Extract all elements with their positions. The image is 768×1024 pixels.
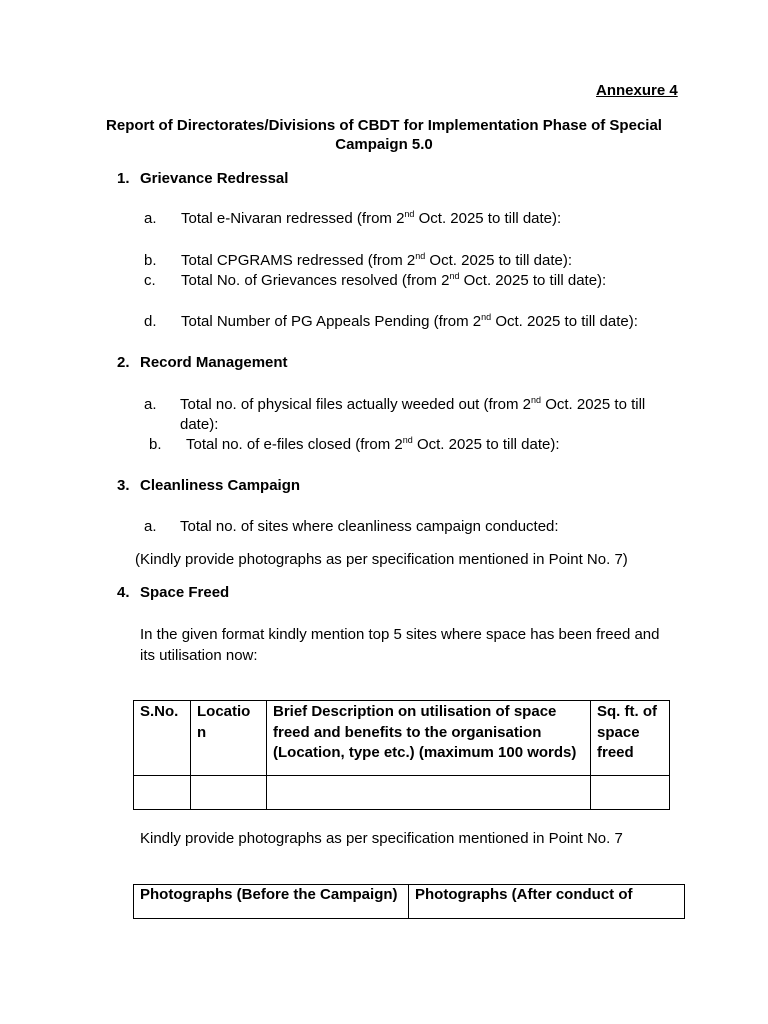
item-1c-text: Total No. of Grievances resolved (from 2nd Oct. 2025 to till date):	[181, 271, 607, 289]
section-4-number: 4.	[117, 584, 130, 601]
header-sno: S.No.	[134, 701, 191, 776]
header-description: Brief Description on utilisation of space freed and benefits to the organisation (Location, type etc.) (maximum 100 words)	[267, 701, 591, 776]
section-2-heading: Record Management	[140, 354, 288, 371]
item-1b-letter: b.	[144, 252, 157, 269]
cell-sno[interactable]	[134, 776, 191, 810]
item-1b-text: Total CPGRAMS redressed (from 2nd Oct. 2025 to till date):	[181, 251, 573, 269]
section-4-intro-line2: its utilisation now:	[140, 647, 258, 664]
section-2-number: 2.	[117, 354, 130, 371]
item-2a-letter: a.	[144, 396, 157, 413]
item-1a-text: Total e-Nivaran redressed (from 2nd Oct. 2025 to till date):	[181, 209, 562, 227]
header-photos-after: Photographs (After conduct of	[409, 885, 685, 919]
report-title-line1: Report of Directorates/Divisions of CBDT for Implementation Phase of Special	[106, 117, 662, 134]
section-4-intro-line1: In the given format kindly mention top 5 sites where space has been freed and	[140, 626, 660, 643]
section-3-heading: Cleanliness Campaign	[140, 477, 301, 494]
cell-sqft[interactable]	[591, 776, 670, 810]
section-4-note: Kindly provide photographs as per specification mentioned in Point No. 7	[140, 830, 623, 847]
item-2a-text: Total no. of physical files actually weeded out (from 2nd Oct. 2025 to till	[180, 395, 646, 413]
item-1d-letter: d.	[144, 313, 157, 330]
photos-header-row	[134, 885, 685, 919]
item-2b-letter: b.	[149, 436, 162, 453]
item-1a-letter: a.	[144, 210, 157, 227]
section-3-note: (Kindly provide photographs as per specification mentioned in Point No. 7)	[135, 551, 628, 568]
item-1c-letter: c.	[144, 272, 156, 289]
item-2b-text: Total no. of e-files closed (from 2nd Oct. 2025 to till date):	[186, 435, 560, 453]
cell-description[interactable]	[267, 776, 591, 810]
item-3a-text: Total no. of sites where cleanliness campaign conducted:	[180, 518, 559, 535]
header-sqft: Sq. ft. of space freed	[591, 701, 670, 776]
space-freed-table	[133, 700, 670, 810]
section-1-number: 1.	[117, 170, 130, 187]
section-3-number: 3.	[117, 477, 130, 494]
table-header-row	[134, 701, 670, 776]
section-4-heading: Space Freed	[140, 584, 230, 601]
section-1-heading: Grievance Redressal	[140, 170, 289, 187]
header-photos-before: Photographs (Before the Campaign)	[134, 885, 409, 919]
cell-location[interactable]	[191, 776, 267, 810]
annexure-label: Annexure 4	[596, 82, 678, 99]
item-1d-text: Total Number of PG Appeals Pending (from 2nd Oct. 2025 to till date):	[181, 312, 638, 330]
item-3a-letter: a.	[144, 518, 157, 535]
item-2a-continuation: date):	[180, 416, 219, 433]
table-row	[134, 776, 670, 810]
header-location: Locatio n	[191, 701, 267, 776]
photographs-table	[133, 884, 685, 919]
report-title-line2: Campaign 5.0	[335, 136, 433, 153]
